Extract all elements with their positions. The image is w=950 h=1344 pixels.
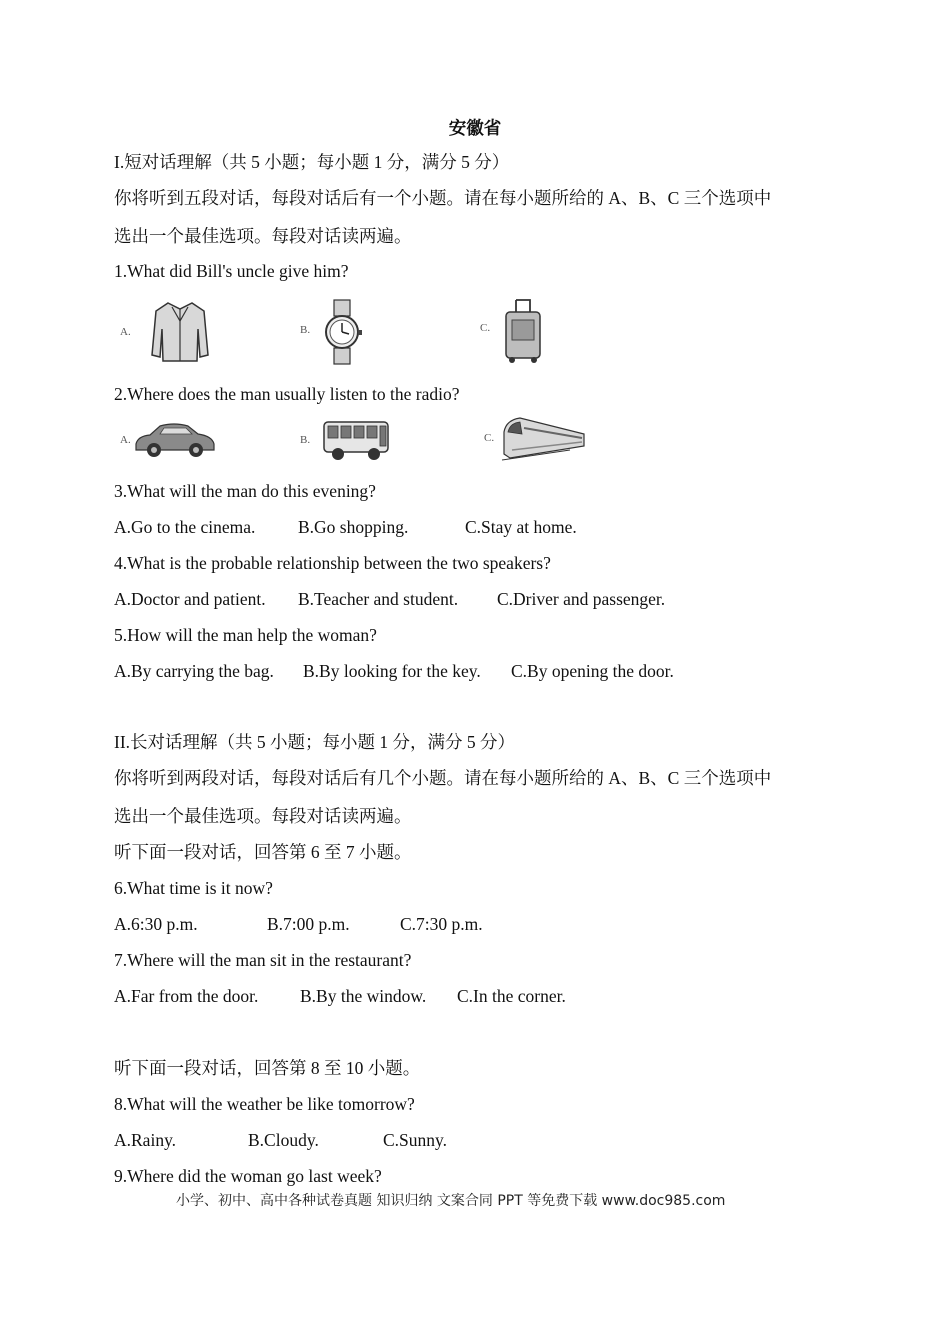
q2-option-a-letter: A.: [120, 434, 131, 446]
q4-option-b: B.Teacher and student.: [298, 589, 459, 609]
q1-option-a-letter: A.: [120, 326, 131, 338]
section2-instructions-line1: 你将听到两段对话，每段对话后有几个小题。请在每小题所给的 A、B、C 三个选项中: [114, 768, 772, 788]
q4-option-c: C.Driver and passenger.: [497, 589, 666, 609]
page-title: 安徽省: [448, 118, 502, 138]
question-3: 3.What will the man do this evening?: [114, 481, 376, 501]
dialogue-intro-8-10: 听下面一段对话，回答第 8 至 10 小题。: [114, 1058, 421, 1078]
q8-option-a: A.Rainy.: [114, 1130, 177, 1150]
q1-option-c-letter: C.: [480, 322, 491, 334]
q6-option-a: A.6:30 p.m.: [114, 914, 198, 934]
q8-option-b: B.Cloudy.: [248, 1130, 319, 1150]
section2-heading: II.长对话理解（共 5 小题；每小题 1 分，满分 5 分）: [114, 732, 516, 752]
question-5: 5.How will the man help the woman?: [114, 625, 377, 645]
q6-option-c: C.7:30 p.m.: [400, 914, 483, 934]
dialogue-intro-6-7: 听下面一段对话，回答第 6 至 7 小题。: [114, 842, 412, 862]
suitcase-icon: [502, 298, 544, 364]
section1-heading: I.短对话理解（共 5 小题；每小题 1 分，满分 5 分）: [114, 152, 510, 172]
question-2: 2.Where does the man usually listen to the radio?: [114, 384, 460, 404]
q5-option-c: C.By opening the door.: [511, 661, 674, 681]
q5-option-b: B.By looking for the key.: [303, 661, 481, 681]
page-footer: 小学、初中、高中各种试卷真题 知识归纳 文案合同 PPT 等免费下载 www.doc985.com: [176, 1193, 726, 1209]
q4-option-a: A.Doctor and patient.: [114, 589, 266, 609]
section2-instructions-line2: 选出一个最佳选项。每段对话读两遍。: [114, 806, 412, 826]
q8-option-c: C.Sunny.: [383, 1130, 448, 1150]
watch-icon: [322, 298, 364, 366]
question-4: 4.What is the probable relationship between the two speakers?: [114, 553, 551, 573]
q3-option-a: A.Go to the cinema.: [114, 517, 256, 537]
jacket-icon: [150, 299, 210, 365]
question-9: 9.Where did the woman go last week?: [114, 1166, 382, 1186]
car-icon: [134, 420, 216, 460]
q3-option-c: C.Stay at home.: [465, 517, 577, 537]
q2-option-b-letter: B.: [300, 434, 311, 446]
q7-option-b: B.By the window.: [300, 986, 427, 1006]
q7-option-a: A.Far from the door.: [114, 986, 259, 1006]
q2-option-c-letter: C.: [484, 432, 495, 444]
question-1: 1.What did Bill's uncle give him?: [114, 261, 349, 281]
question-6: 6.What time is it now?: [114, 878, 273, 898]
q7-option-c: C.In the corner.: [457, 986, 566, 1006]
question-8: 8.What will the weather be like tomorrow?: [114, 1094, 415, 1114]
bus-icon: [322, 418, 392, 462]
q5-option-a: A.By carrying the bag.: [114, 661, 274, 681]
q6-option-b: B.7:00 p.m.: [267, 914, 350, 934]
q1-option-b-letter: B.: [300, 324, 311, 336]
section1-instructions-line1: 你将听到五段对话，每段对话后有一个小题。请在每小题所给的 A、B、C 三个选项中: [114, 188, 772, 208]
section1-instructions-line2: 选出一个最佳选项。每段对话读两遍。: [114, 226, 412, 246]
train-icon: [500, 414, 586, 462]
q3-option-b: B.Go shopping.: [298, 517, 409, 537]
question-7: 7.Where will the man sit in the restaurant?: [114, 950, 412, 970]
